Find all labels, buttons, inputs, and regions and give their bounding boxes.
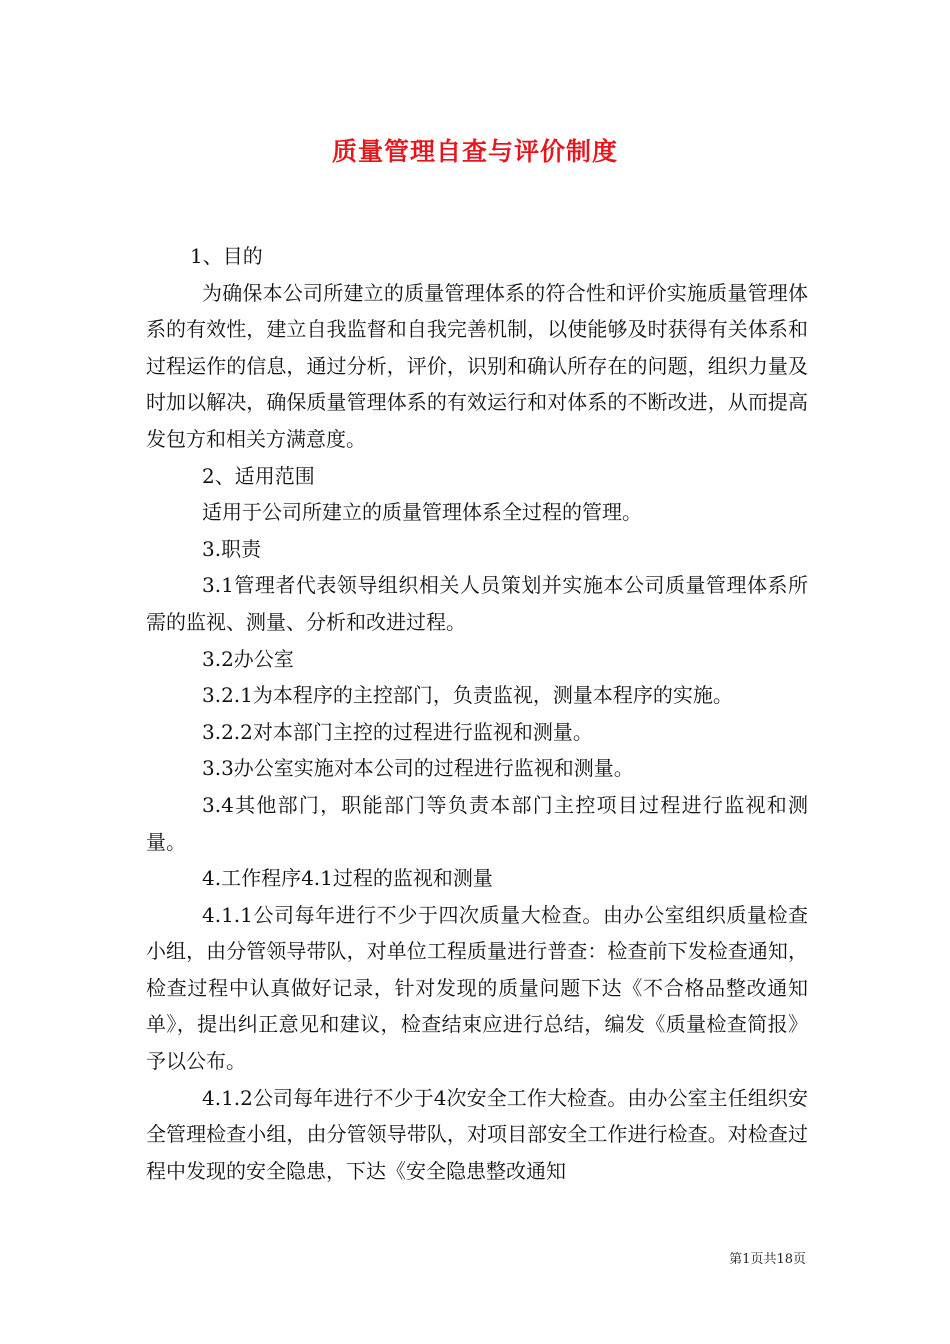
- section-heading-scope: 2、适用范围: [202, 463, 315, 488]
- section-heading-duties: 3.职责: [202, 536, 262, 561]
- paragraph-3-4: 3.4其他部门，职能部门等负责本部门主控项目过程进行监视和测量。: [146, 792, 808, 854]
- paragraph-purpose: 为确保本公司所建立的质量管理体系的符合性和评价实施质量管理体系的有效性，建立自我监督和自我完善机制，以使能够及时获得有关体系和过程运作的信息，通过分析，评价，识别和确认所存在的问题，组织力量及时加以解决，确保质量管理体系的有效运行和对体系的不断改进，从而提高发包方和相关方满意度。: [146, 280, 808, 451]
- section-heading-procedure: 4.工作程序4.1过程的监视和测量: [202, 866, 493, 891]
- page-number: 第1页共18页: [729, 1252, 806, 1267]
- paragraph-scope: 适用于公司所建立的质量管理体系全过程的管理。: [202, 500, 642, 525]
- paragraph-4-1-1: 4.1.1公司每年进行不少于四次质量大检查。由办公室组织质量检查小组，由分管领导带队，对单位工程质量进行普查：检查前下发检查通知，检查过程中认真做好记录，针对发现的质量问题下达《不合格品整改通知单》，提出纠正意见和建议，检查结束应进行总结，编发《质量检查简报》予以公布。: [146, 902, 808, 1074]
- paragraph-3-2-2: 3.2.2对本部门主控的过程进行监视和测量。: [202, 719, 593, 744]
- document-title: 质量管理自查与评价制度: [331, 137, 618, 166]
- paragraph-4-1-2: 4.1.2公司每年进行不少于4次安全工作大检查。由办公室主任组织安全管理检查小组，由分管领导带队，对项目部安全工作进行检查。对检查过程中发现的安全隐患，下达《安全隐患整改通知: [146, 1085, 808, 1183]
- section-heading-purpose: 1、目的: [190, 244, 263, 268]
- paragraph-3-3: 3.3办公室实施对本公司的过程进行监视和测量。: [202, 756, 634, 781]
- paragraph-3-2: 3.2办公室: [202, 646, 294, 671]
- paragraph-3-1: 3.1管理者代表领导组织相关人员策划并实施本公司质量管理体系所需的监视、测量、分析和改进过程。: [146, 573, 808, 634]
- document-body: [146, 238, 808, 1189]
- paragraph-3-2-1: 3.2.1为本程序的主控部门，负责监视，测量本程序的实施。: [202, 683, 733, 708]
